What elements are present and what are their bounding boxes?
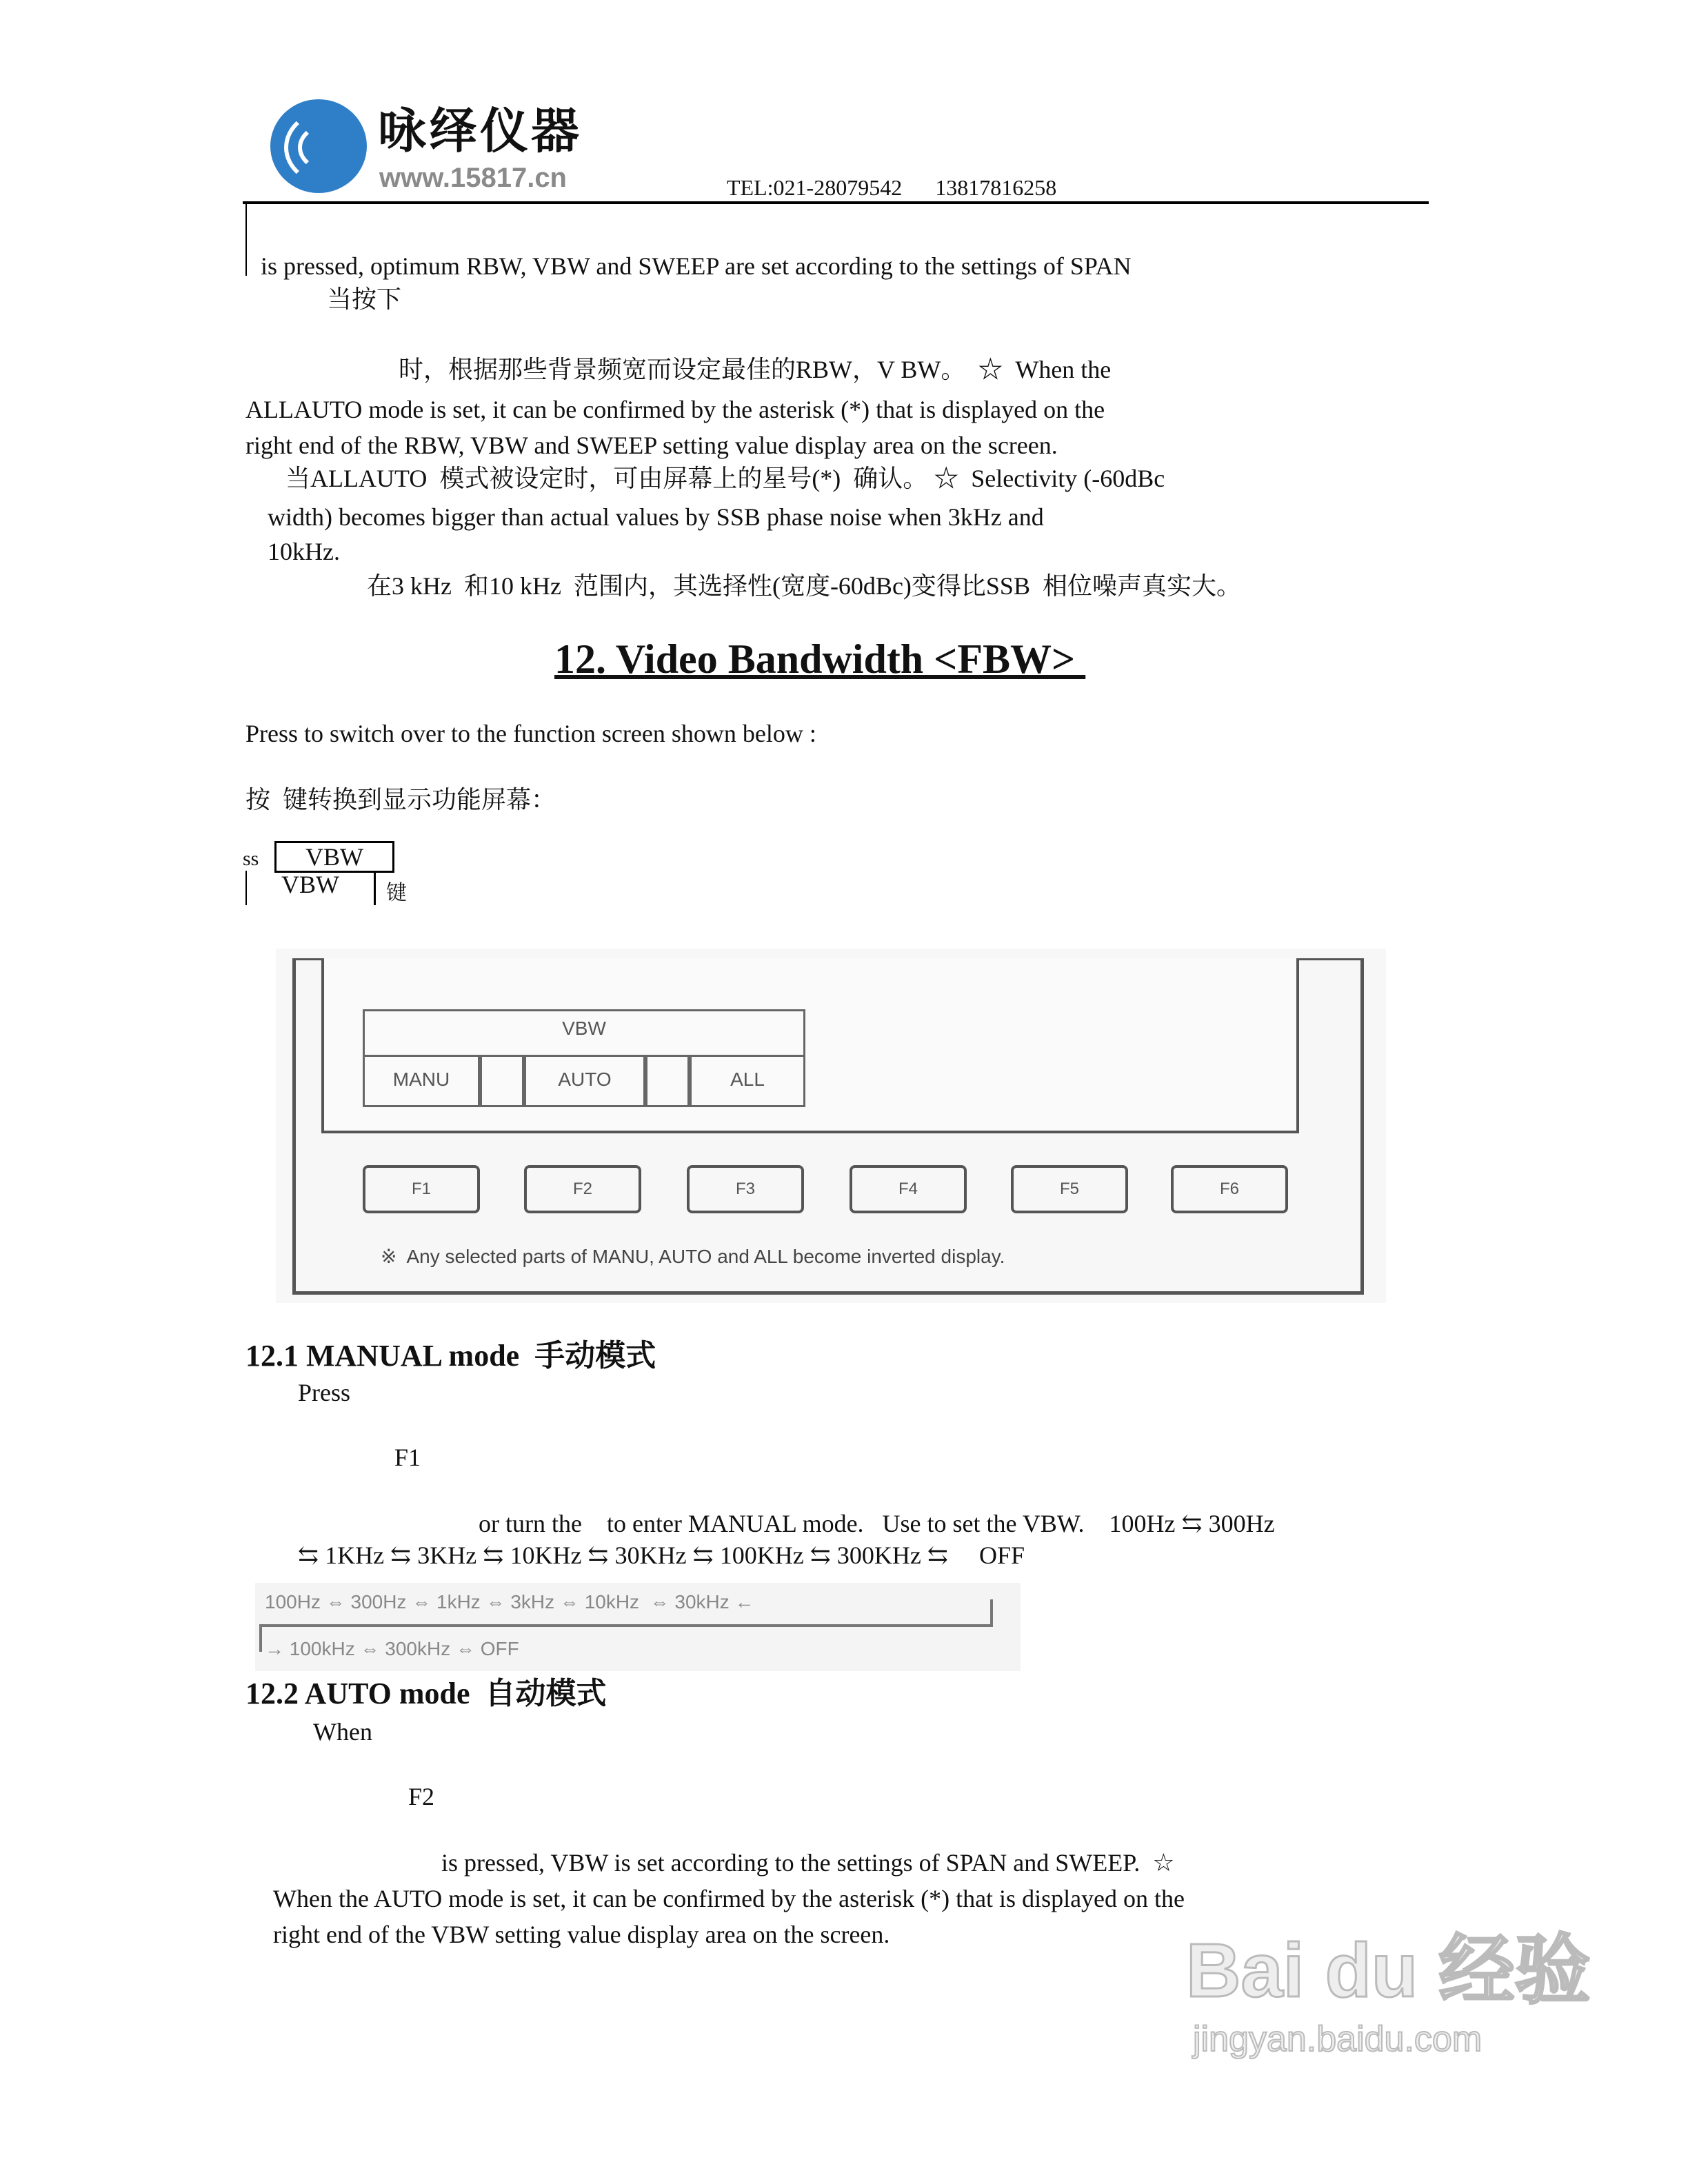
tel: TEL:021-28079542 13817816258: [727, 175, 1057, 200]
auto-mode-heading: 12.2 AUTO mode 自动模式: [245, 1677, 607, 1710]
mode-manu-label: MANU: [392, 1069, 450, 1090]
manual-press: Press: [298, 1379, 351, 1406]
body-line: 在3 kHz 和10 kHz 范围内，其选择性(宽度-60dBc)变得比SSB 相位噪声真实大。: [367, 572, 1241, 600]
baidu-watermark: [1186, 1910, 1591, 2060]
sequence-row-2: → 100kHz ⇔ 300kHz ⇔ OFF: [265, 1638, 519, 1659]
body-line: width) becomes bigger than actual values by SSB phase noise when 3kHz and: [268, 503, 1044, 531]
intro-line-cn: 按 键转换到显示功能屏幕：: [245, 786, 556, 813]
watermark-brand: Bai du 经验: [1186, 1928, 1591, 2013]
body-line: ALLAUTO mode is set, it can be confirmed by the asterisk (*) that is displayed on the: [245, 396, 1105, 423]
mode-all-label: ALL: [730, 1069, 765, 1090]
logo-text: 咏绎仪器: [378, 103, 582, 159]
vbw-key-box: VBW: [274, 841, 394, 873]
function-screen: [276, 949, 1386, 1303]
manual-line: ⇆ 1KHz ⇆ 3KHz ⇆ 10KHz ⇆ 30KHz ⇆ 100KHz ⇆ 300KHz ⇆ OFF: [298, 1541, 1025, 1569]
auto-when: When: [313, 1718, 372, 1746]
body-line: 时，根据那些背景频宽而设定最佳的RBW，V BW。 ☆ When the: [399, 356, 1112, 383]
auto-line: is pressed, VBW is set according to the settings of SPAN and SWEEP. ☆: [441, 1849, 1175, 1877]
margin-line: [245, 204, 247, 276]
mode-auto-label: AUTO: [558, 1069, 612, 1090]
section-title: 12. Video Bandwidth <FBW>: [554, 636, 1086, 682]
logo-icon: [270, 99, 367, 193]
body-line: 当ALLAUTO 模式被设定时，可由屏幕上的星号(*) 确认。 ☆ Selectivity (-60dBc: [285, 465, 1165, 492]
f4-key: F4: [850, 1165, 967, 1213]
body-line: 当按下: [327, 285, 402, 313]
screen-note: ※ Any selected parts of MANU, AUTO and ALL become inverted display.: [381, 1246, 1005, 1267]
vbw-sequence-diagram: [255, 1583, 1021, 1671]
manual-mode-heading: 12.1 MANUAL mode 手动模式: [245, 1339, 656, 1373]
body-line: 10kHz.: [268, 538, 340, 565]
f6-key: F6: [1171, 1165, 1288, 1213]
watermark-url: jingyan.baidu.com: [1193, 2019, 1483, 2059]
f5-key: F5: [1011, 1165, 1128, 1213]
sequence-row-1: 100Hz ⇔ 300Hz ⇔ 1kHz ⇔ 3kHz ⇔ 10kHz ⇔ 30kHz ←: [265, 1591, 754, 1612]
key-prefix: ss: [243, 847, 259, 870]
header-divider: [243, 201, 1429, 204]
auto-line: right end of the VBW setting value display area on the screen.: [273, 1921, 890, 1948]
logo-url: www.15817.cn: [379, 163, 567, 193]
manual-line: or turn the to enter MANUAL mode. Use to set the VBW. 100Hz ⇆ 300Hz: [479, 1510, 1275, 1537]
manual-key: F1: [394, 1444, 421, 1471]
f3-key: F3: [687, 1165, 804, 1213]
vbw-key-box-2: VBW: [245, 871, 376, 905]
auto-line: When the AUTO mode is set, it can be confirmed by the asterisk (*) that is displayed on the: [273, 1885, 1185, 1912]
auto-key: F2: [408, 1783, 435, 1810]
f1-key: F1: [363, 1165, 480, 1213]
key-suffix: 键: [386, 882, 407, 904]
vbw-title: VBW: [562, 1018, 606, 1039]
body-line: right end of the RBW, VBW and SWEEP setting value display area on the screen.: [245, 432, 1058, 459]
intro-line: Press to switch over to the function screen shown below :: [245, 720, 816, 747]
body-line: is pressed, optimum RBW, VBW and SWEEP are set according to the settings of SPAN: [261, 252, 1132, 280]
f2-key: F2: [524, 1165, 641, 1213]
